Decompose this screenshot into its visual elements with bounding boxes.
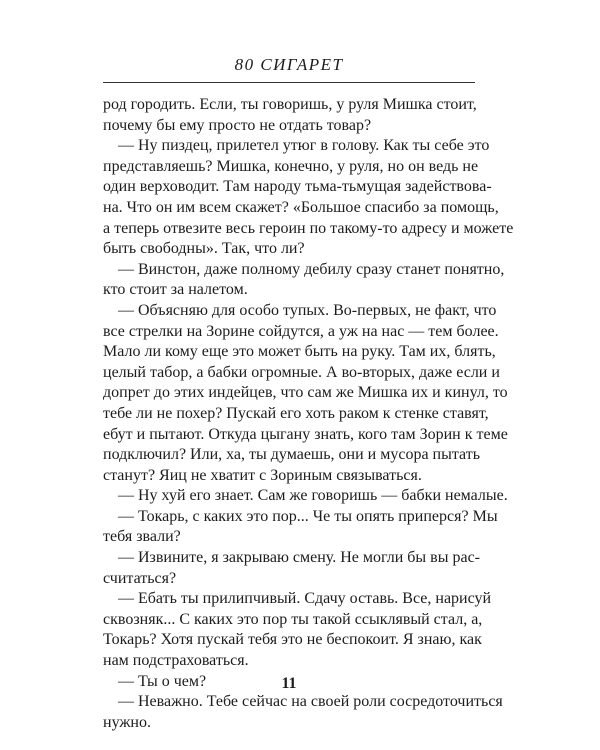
text-line: представляешь? Мишка, конечно, у руля, но он ведь не: [103, 157, 479, 175]
text-line: станут? Яиц не хватит с Зориным связываться.: [103, 466, 422, 484]
text-line: нам подстраховаться.: [103, 652, 249, 670]
text-line: а теперь отвезите весь героин по такому-то адресу и можете: [103, 219, 514, 237]
text-line: — Ну пиздец, прилетел утюг в голову. Как ты себе это: [118, 137, 490, 155]
text-line: — Неважно. Тебе сейчас на своей роли сосредоточиться: [118, 693, 503, 711]
text-line: род городить. Если, ты говоришь, у руля Мишка стоит,: [103, 96, 477, 113]
text-line: считаться?: [103, 569, 177, 587]
text-line: тебя звали?: [103, 528, 181, 546]
text-line: кто стоит за налетом.: [103, 281, 248, 299]
text-line: почему бы ему просто не отдать товар?: [103, 116, 372, 134]
text-line: — Объясняю для особо тупых. Во-первых, не факт, что: [118, 301, 497, 319]
text-line: подключил? Или, ха, ты думаешь, они и мусора пытать: [103, 446, 481, 464]
text-line: допрет до этих индейцев, что сам же Мишка их и кинул, то: [103, 384, 508, 402]
text-line: сквозняк... С каких это пор ты такой ссыклявый стал, а,: [103, 610, 483, 628]
text-line: — Ебать ты прилипчивый. Сдачу оставь. Все, нарисуй: [118, 590, 492, 608]
text-line: на. Что он им всем скажет? «Большое спасибо за помощь,: [103, 198, 499, 216]
text-line: — Винстон, даже полному дебилу сразу станет понятно,: [118, 260, 505, 278]
text-line: быть свободны». Так, что ли?: [103, 240, 305, 258]
text-line: целый табор, а бабки огромные. А во-вторых, даже если и: [103, 363, 500, 381]
text-line: ебут и пытают. Откуда цыгану знать, кого там Зорин к теме: [103, 425, 508, 443]
text-line: нужно.: [103, 713, 151, 731]
text-line: тебе ли не похер? Пускай его хоть раком к стенке ставят,: [103, 404, 489, 422]
text-line: Мало ли кому еще это может быть на руку. Там их, блять,: [103, 343, 496, 361]
text-line: Токарь? Хотя пускай тебя это не беспокоит. Я знаю, как: [103, 631, 482, 649]
running-head: 80 СИГАРЕТ: [234, 55, 344, 74]
header-rule: [103, 82, 475, 83]
text-line: один верховодит. Там народу тьма-тьмущая задействова-: [103, 178, 492, 196]
text-line: — Извините, я закрываю смену. Не могли бы вы рас-: [118, 549, 481, 567]
text-line: все стрелки на Зорине сойдутся, а уж на нас — тем более.: [103, 322, 499, 340]
text-line: — Токарь, с каких это пор... Че ты опять приперся? Мы: [118, 507, 498, 525]
body-text: [103, 95, 514, 733]
text-line: — Ну хуй его знает. Сам же говоришь — бабки немалые.: [118, 487, 508, 505]
page-number: 11: [281, 675, 297, 692]
text-line: — Ты о чем?: [118, 672, 207, 690]
